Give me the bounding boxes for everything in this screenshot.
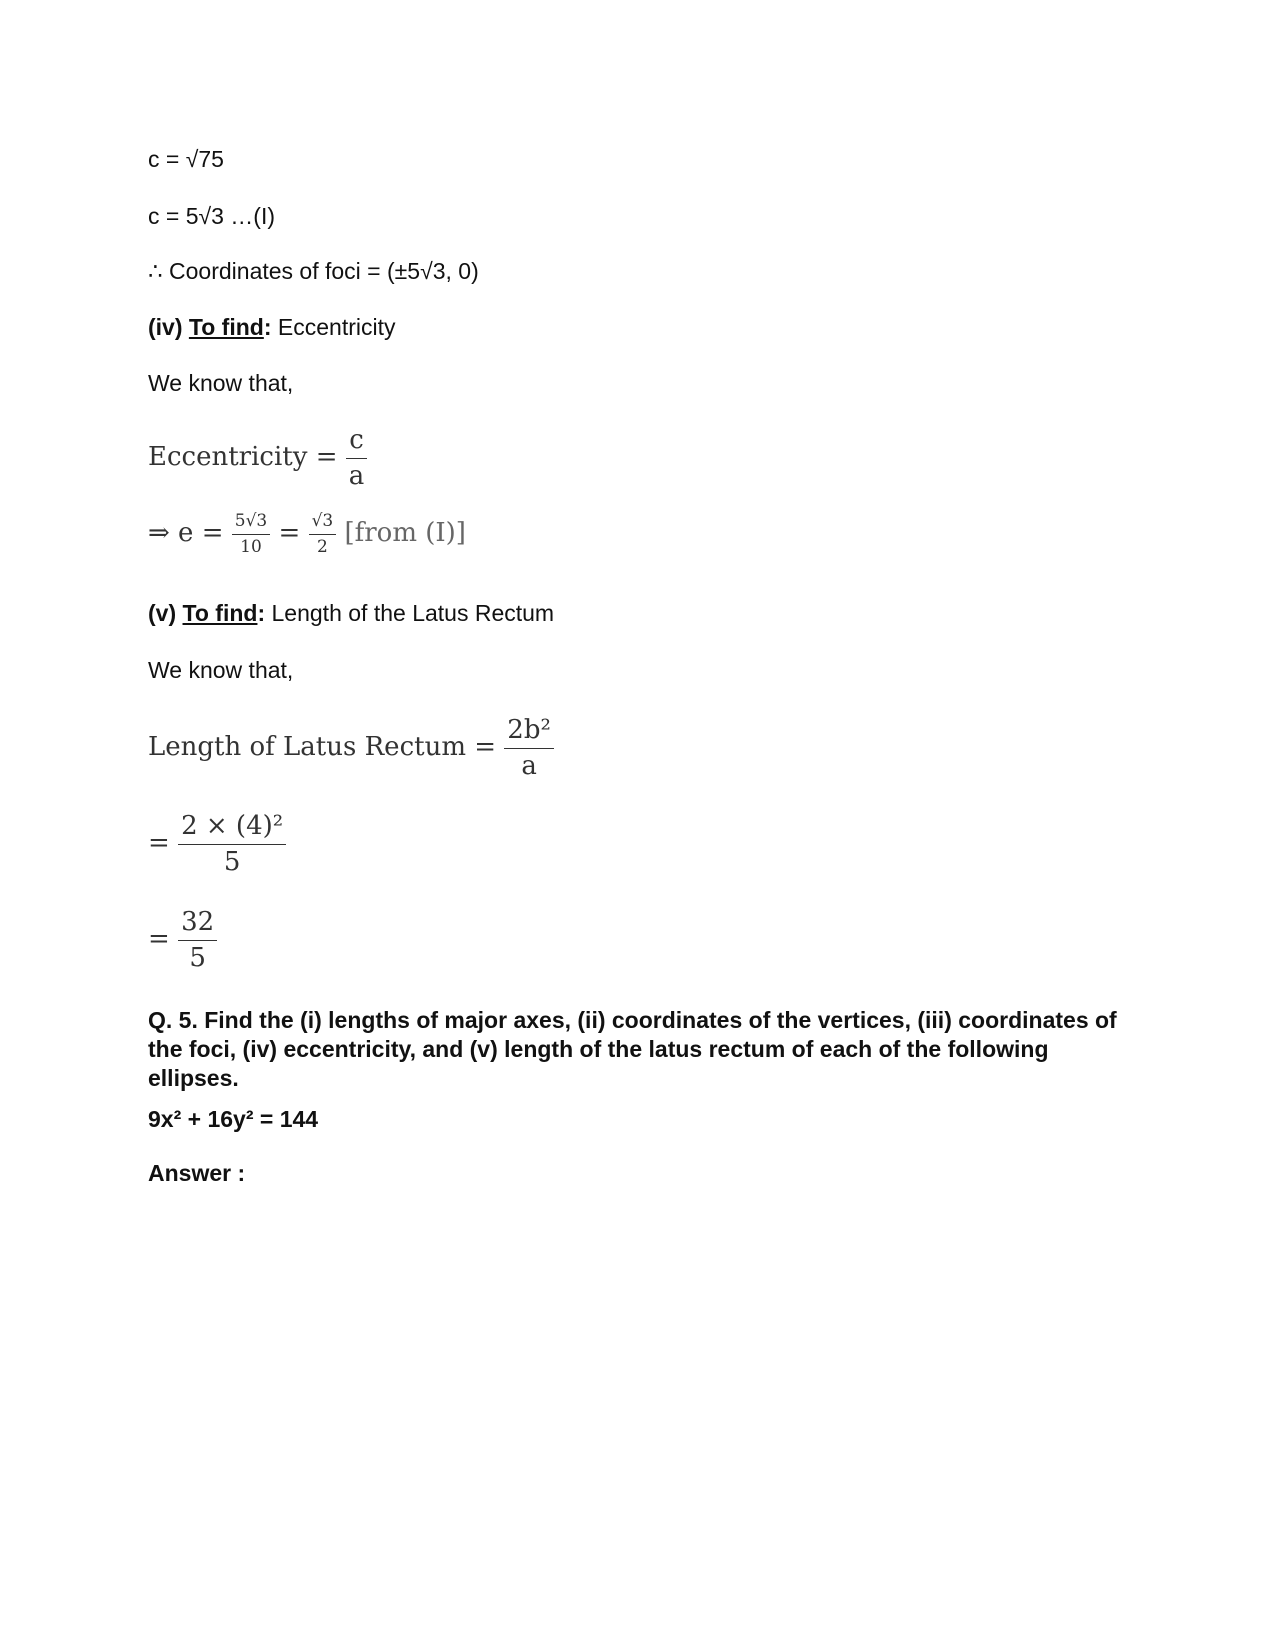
latus-sub-numerator: 2 × (4)² <box>181 811 284 841</box>
foci-line: ∴ Coordinates of foci = (±5√3, 0) <box>148 258 479 284</box>
part-iv-tofind: To find <box>188 314 264 340</box>
eccentricity-lhs: Eccentricity = <box>148 442 338 473</box>
latus-rectum-formula <box>148 716 554 780</box>
c-value-line: c = 5√3 …(I) <box>148 203 276 229</box>
question-5-equation: 9x² + 16y² = 144 <box>148 1106 319 1132</box>
part-v-colon: : <box>257 600 266 626</box>
e-reference: [from (I)] <box>344 518 466 549</box>
e-fraction-2 <box>309 512 337 556</box>
eccentricity-formula <box>148 426 367 490</box>
latus-result-fraction <box>178 908 217 972</box>
e-fraction-2-numerator: √3 <box>311 511 334 531</box>
e-fraction-1-denominator: 10 <box>240 536 262 557</box>
we-know-that-1: We know that, <box>148 370 294 396</box>
fraction-bar <box>178 940 217 941</box>
latus-fraction <box>504 716 554 780</box>
we-know-that-2: We know that, <box>148 657 294 683</box>
latus-substitution <box>148 812 286 876</box>
part-iv-heading <box>148 314 395 342</box>
eccentricity-denominator: a <box>348 460 365 491</box>
latus-lhs: Length of Latus Rectum = <box>148 732 497 763</box>
latus-sub-fraction <box>178 812 286 876</box>
fraction-bar <box>504 748 554 749</box>
part-iv-topic: Eccentricity <box>271 314 396 340</box>
latus-sub-equals: = <box>148 828 170 859</box>
e-fraction-1 <box>232 512 270 556</box>
part-v-topic: Length of the Latus Rectum <box>265 600 555 626</box>
eccentricity-value <box>148 512 466 556</box>
eccentricity-numerator: c <box>349 425 364 455</box>
e-fraction-2-denominator: 2 <box>316 536 328 557</box>
e-fraction-1-numerator: 5√3 <box>234 511 268 531</box>
fraction-bar <box>346 458 368 459</box>
answer-label: Answer : <box>148 1160 246 1186</box>
part-iv-label: (iv) <box>148 314 183 340</box>
latus-result-equals: = <box>148 924 170 955</box>
latus-result-numerator: 32 <box>181 907 215 937</box>
part-v-heading <box>148 600 554 628</box>
fraction-bar <box>232 534 270 535</box>
latus-sub-denominator: 5 <box>223 846 241 877</box>
latus-result <box>148 908 217 972</box>
part-iv-colon: : <box>263 314 272 340</box>
latus-numerator: 2b² <box>507 715 551 745</box>
fraction-bar <box>178 844 286 845</box>
e-equals: = <box>278 518 301 549</box>
e-prefix: ⇒ e = <box>148 518 224 549</box>
latus-result-denominator: 5 <box>189 942 206 973</box>
eccentricity-fraction <box>346 426 368 490</box>
latus-denominator: a <box>521 750 537 781</box>
part-v-label: (v) <box>148 600 177 626</box>
part-v-tofind: To find <box>182 600 258 626</box>
question-5-text: Q. 5. Find the (i) lengths of major axes, (ii) coordinates of the vertices, (iii) coordinates of the foci, (iv) eccentricity, and (v) length of the latus rectum of each of the following ellipses. <box>148 1007 1117 1091</box>
c-sqrt-line: c = √75 <box>148 146 224 172</box>
fraction-bar <box>309 534 337 535</box>
